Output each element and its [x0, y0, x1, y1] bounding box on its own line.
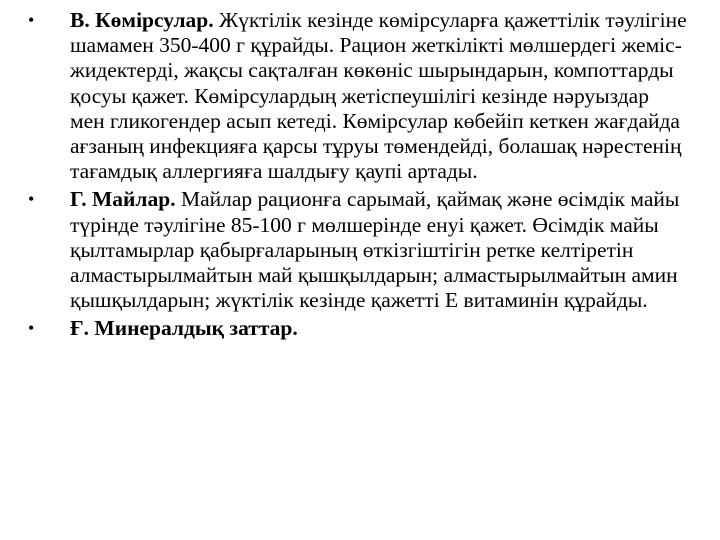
- bullet-title: В. Көмірсулар.: [70, 8, 214, 32]
- bullet-item-minerals: [28, 316, 688, 341]
- bullet-item-fats: [28, 187, 688, 313]
- bullet-marker: •: [28, 189, 35, 210]
- bullet-item-carbohydrates: [28, 8, 688, 184]
- bullet-title: Г. Майлар.: [70, 187, 176, 212]
- bullet-text: Майлар рационға сарымай, қаймақ және өсімдік майы түрінде тәулігіне 85-100 г мөлшерінде енуі қажет. Өсімдік майы қылтамырлар қабырғаларының өткізгіштігін ретке келтіретін алмастырылмайтын май қышқылдарын; алмастырылмайтын амин қышқылдарын; жүктілік кезінде қажетті Е витаминін құрайды.: [70, 187, 680, 313]
- bullet-text: Жүктілік кезінде көмірсуларға қажеттілік тәулігіне шамамен 350-400 г құрайды. Рацион жеткілікті мөлшердегі жеміс-жидектерді, жақсы сақталған көкөніс шырындарын, компоттарды қосуы қажет. Көмірсулардың жетіспеушілігі кезінде нәруыздар мен гликогендер асып кетеді. Көмірсулар көбейіп кеткен жағдайда ағзаның инфекцияға қарсы тұруы төмендейді, болашақ нәрестенің тағамдық аллергияға шалдығу қаупі артады.: [70, 8, 687, 184]
- bullet-marker: •: [28, 318, 35, 339]
- bullet-list: [28, 8, 688, 345]
- bullet-title: Ғ. Минералдық заттар.: [70, 316, 298, 341]
- bullet-marker: •: [28, 10, 35, 30]
